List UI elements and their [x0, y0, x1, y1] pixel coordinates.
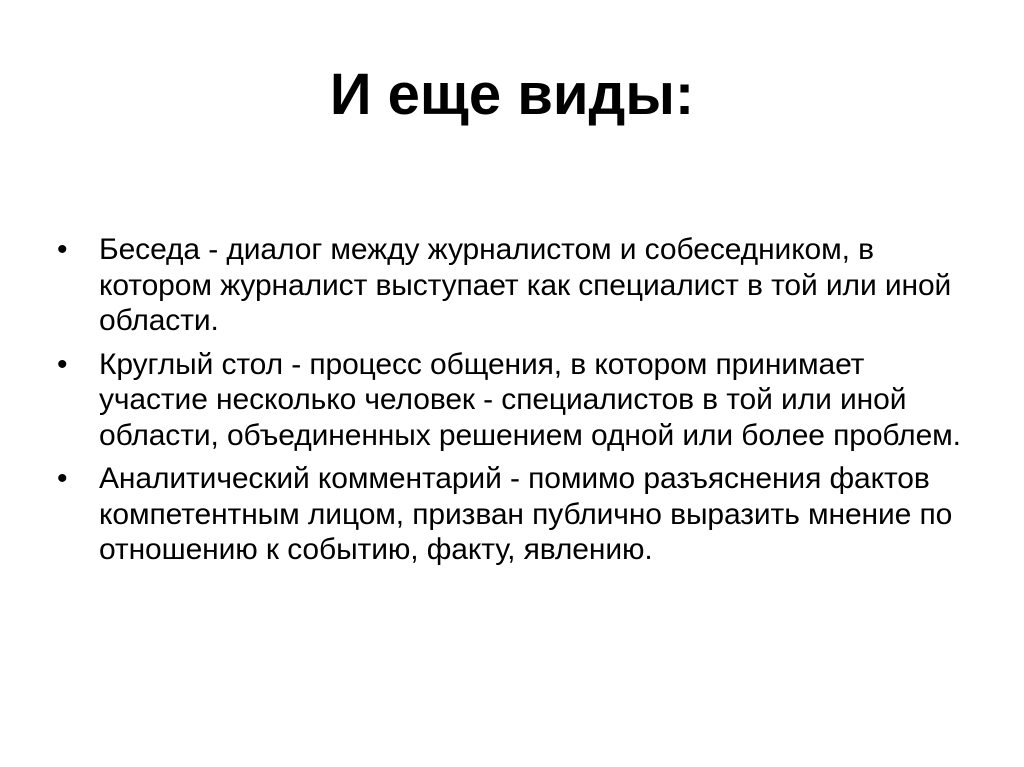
- bullet-text: Круглый стол - процесс общения, в котором принимает участие несколько человек - специалистов в той или иной области, объединенных решением одной или более проблем.: [99, 347, 961, 452]
- bullet-icon: •: [57, 233, 68, 266]
- slide-title: И еще виды:: [329, 62, 695, 127]
- bullet-text: Аналитический комментарий - помимо разъяснения фактов компетентным лицом, призван публично выразить мнение по отношению к событию, факту, явлению.: [99, 462, 953, 566]
- bullet-icon: •: [57, 462, 68, 495]
- bullet-list: [57, 232, 977, 576]
- bullet-text: Беседа - диалог между журналистом и собеседником, в котором журналист выступает как специалист в той или иной области.: [99, 233, 952, 337]
- bullet-icon: •: [57, 347, 68, 381]
- bullet-item-round-table: [57, 347, 977, 454]
- bullet-item-beseda: [57, 232, 977, 339]
- bullet-item-analytic-comment: [57, 461, 977, 568]
